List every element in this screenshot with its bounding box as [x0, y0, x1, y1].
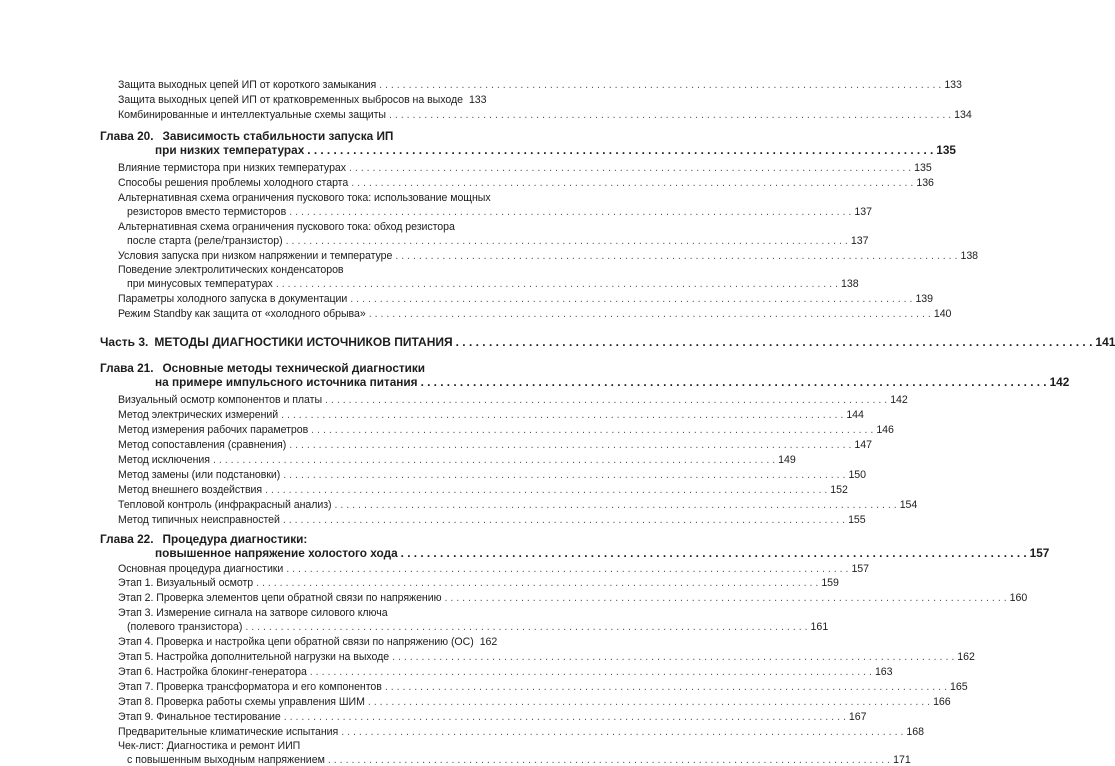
toc-entry[interactable]: [118, 79, 962, 91]
toc-entry-title: Защита выходных цепей ИП от кратковременных выбросов на выходе: [118, 94, 463, 106]
chapter-21-heading[interactable]: [100, 361, 486, 375]
toc-entry-page: 160: [1009, 592, 1028, 604]
chapter-page: 142: [1049, 375, 1070, 389]
toc-entry-page: 150: [848, 469, 866, 481]
toc-entry-page: 134: [954, 109, 972, 121]
chapter-20-heading[interactable]: [100, 129, 486, 143]
toc-entry-title: Этап 8. Проверка работы схемы управления ШИМ: [118, 696, 365, 708]
toc-entry-continuation[interactable]: [127, 754, 911, 766]
toc-entry[interactable]: [118, 469, 866, 481]
dot-leader: [307, 143, 933, 157]
toc-entry-title: при минусовых температурах: [127, 278, 273, 290]
toc-entry[interactable]: [118, 499, 918, 511]
toc-entry[interactable]: [118, 424, 894, 436]
toc-entry[interactable]: [118, 409, 864, 421]
toc-entry[interactable]: [118, 177, 934, 189]
chapter-20-heading-line2[interactable]: [155, 143, 956, 157]
toc-entry[interactable]: [118, 636, 498, 648]
toc-entry-page: 146: [876, 424, 894, 436]
toc-entry-page: 133: [468, 94, 487, 106]
toc-entry-title: Чек-лист: Диагностика и ремонт ИИП: [118, 740, 301, 752]
toc-entry-title: Этап 5. Настройка дополнительной нагрузки на выходе: [118, 651, 390, 663]
toc-entry[interactable]: [118, 221, 485, 233]
chapter-title: Основные методы технической диагностики: [162, 361, 426, 375]
dot-leader: [351, 177, 913, 189]
toc-entry-title: Метод исключения: [118, 454, 210, 466]
chapter-title: Процедура диагностики:: [162, 532, 308, 546]
toc-entry-page: 152: [830, 484, 848, 496]
dot-leader: [328, 754, 890, 766]
toc-entry[interactable]: [118, 563, 869, 575]
toc-entry-page: 168: [906, 726, 924, 738]
toc-entry-page: 142: [890, 394, 908, 406]
toc-entry-title: Метод сопоставления (сравнения): [118, 439, 287, 451]
toc-entry-page: 139: [915, 293, 933, 305]
toc-entry[interactable]: [118, 439, 872, 451]
chapter-page: 135: [936, 143, 956, 157]
dot-leader: [325, 394, 887, 406]
toc-entry-title: Метод замены (или подстановки): [118, 469, 281, 481]
toc-entry-title: Предварительные климатические испытания: [118, 726, 339, 738]
toc-entry[interactable]: [118, 484, 848, 496]
toc-entry-title: Этап 2. Проверка элементов цепи обратной связи по напряжению: [118, 592, 442, 604]
toc-entry-title: Этап 3. Измерение сигнала на затворе силового ключа: [118, 607, 388, 619]
dot-leader: [256, 577, 818, 589]
toc-entry-title: Влияние термистора при низких температурах: [118, 162, 346, 174]
dot-leader: [369, 308, 931, 320]
chapter-label: Глава 21.: [100, 361, 154, 375]
toc-entry-title: Условия запуска при низком напряжении и температуре: [118, 250, 393, 262]
dot-leader: [444, 592, 1006, 604]
toc-entry[interactable]: [118, 264, 485, 276]
toc-entry-page: 137: [854, 206, 873, 218]
toc-entry[interactable]: [118, 162, 932, 174]
toc-entry-page: 149: [778, 454, 796, 466]
part-page: 141: [1095, 335, 1115, 349]
toc-entry-page: 154: [899, 499, 918, 511]
dot-leader: [245, 621, 807, 633]
dot-leader: [283, 469, 845, 481]
toc-entry[interactable]: [118, 250, 979, 262]
dot-leader: [395, 250, 957, 262]
toc-entry-title: Метод внешнего воздействия: [118, 484, 263, 496]
toc-entry[interactable]: [118, 711, 867, 723]
toc-entry-title: Этап 6. Настройка блокинг-генератора: [118, 666, 307, 678]
chapter-title: на примере импульсного источника питания: [155, 375, 418, 389]
chapter-label: Глава 22.: [100, 532, 154, 546]
chapter-22-heading-line2[interactable]: [155, 546, 1050, 560]
toc-entry-title: Метод типичных неисправностей: [118, 514, 280, 526]
chapter-22-heading[interactable]: [100, 532, 486, 546]
dot-leader: [310, 666, 872, 678]
dot-leader: [281, 409, 843, 421]
toc-entry-title: Альтернативная схема ограничения пускового тока: обход резистора: [118, 221, 455, 233]
dot-leader: [401, 546, 1027, 560]
toc-entry-title: резисторов вместо термисторов: [127, 206, 287, 218]
toc-entry[interactable]: [118, 94, 485, 106]
toc-entry-continuation[interactable]: [127, 206, 873, 218]
toc-entry[interactable]: [118, 514, 866, 526]
toc-entry[interactable]: [118, 592, 1028, 604]
toc-entry-title: с повышенным выходным напряжением: [127, 754, 325, 766]
toc-entry-page: 159: [821, 577, 839, 589]
toc-entry-page: 147: [854, 439, 872, 451]
chapter-label: Глава 20.: [100, 129, 154, 143]
toc-entry-title: (полевого транзистора): [127, 621, 243, 633]
toc-entry[interactable]: [118, 726, 924, 738]
dot-leader: [379, 79, 941, 91]
toc-entry-title: Защита выходных цепей ИП от короткого замыкания: [118, 79, 377, 91]
toc-entry-continuation[interactable]: [127, 235, 869, 247]
chapter-title: повышенное напряжение холостого хода: [155, 546, 398, 560]
toc-entry-title: Основная процедура диагностики: [118, 563, 284, 575]
dot-leader: [289, 439, 851, 451]
dot-leader: [265, 484, 827, 496]
toc-entry-page: 144: [846, 409, 864, 421]
dot-leader: [341, 726, 903, 738]
toc-entry-title: Визуальный осмотр компонентов и платы: [118, 394, 323, 406]
chapter-page: 157: [1029, 546, 1050, 560]
toc-entry-title: Этап 1. Визуальный осмотр: [118, 577, 254, 589]
toc-entry-page: 165: [950, 681, 968, 693]
toc-entry-title: Режим Standby как защита от «холодного обрыва»: [118, 308, 366, 320]
toc-entry[interactable]: [118, 696, 951, 708]
dot-leader: [311, 424, 873, 436]
dot-leader: [276, 278, 838, 290]
toc-entry-title: Метод электрических измерений: [118, 409, 279, 421]
toc-entry[interactable]: [118, 740, 485, 752]
toc-entry[interactable]: [118, 109, 972, 121]
toc-entry-title: Альтернативная схема ограничения пускового тока: использование мощных: [118, 192, 491, 204]
toc-entry[interactable]: [118, 666, 893, 678]
toc-entry[interactable]: [118, 308, 952, 320]
dot-leader: [350, 293, 912, 305]
toc-entry-title: Тепловой контроль (инфракрасный анализ): [118, 499, 332, 511]
part-3-heading[interactable]: [100, 335, 1115, 349]
dot-leader: [389, 109, 951, 121]
dot-leader: [284, 711, 846, 723]
toc-entry-page: 138: [841, 278, 859, 290]
toc-entry-page: 138: [960, 250, 979, 262]
toc-entry-title: Способы решения проблемы холодного старта: [118, 177, 349, 189]
toc-entry[interactable]: [118, 454, 796, 466]
toc-entry-continuation[interactable]: [127, 621, 829, 633]
toc-entry-page: 137: [850, 235, 869, 247]
dot-leader: [349, 162, 911, 174]
toc-entry-page: 167: [848, 711, 867, 723]
toc-entry-page: 157: [851, 563, 869, 575]
toc-entry-page: 136: [916, 177, 934, 189]
toc-entry[interactable]: [118, 192, 491, 204]
dot-leader: [385, 681, 947, 693]
toc-entry-continuation[interactable]: [127, 278, 859, 290]
dot-leader: [289, 206, 851, 218]
toc-entry-page: 133: [944, 79, 962, 91]
chapter-title: при низких температурах: [155, 143, 305, 157]
toc-entry-page: 135: [914, 162, 932, 174]
toc-entry-title: Этап 9. Финальное тестирование: [118, 711, 281, 723]
dot-leader: [335, 499, 897, 511]
toc-entry-title: Этап 4. Проверка и настройка цепи обратной связи по напряжению (ОС): [118, 636, 474, 648]
toc-entry-page: 163: [874, 666, 893, 678]
part-title: МЕТОДЫ ДИАГНОСТИКИ ИСТОЧНИКОВ ПИТАНИЯ: [154, 335, 453, 349]
toc-entry-page: 162: [479, 636, 498, 648]
toc-entry[interactable]: [118, 394, 908, 406]
dot-leader: [286, 563, 848, 575]
toc-entry-page: 155: [848, 514, 866, 526]
toc-entry-page: 171: [893, 754, 911, 766]
dot-leader: [368, 696, 930, 708]
part-label: Часть 3.: [100, 335, 149, 349]
toc-entry[interactable]: [118, 651, 975, 663]
toc-entry-page: 166: [933, 696, 951, 708]
toc-entry-title: Поведение электролитических конденсаторов: [118, 264, 344, 276]
toc-entry-page: 140: [933, 308, 952, 320]
toc-entry[interactable]: [118, 293, 933, 305]
toc-entry-title: Комбинированные и интеллектуальные схемы защиты: [118, 109, 386, 121]
toc-entry[interactable]: [118, 577, 839, 589]
toc-entry-page: 161: [810, 621, 829, 633]
dot-leader: [421, 375, 1047, 389]
chapter-title: Зависимость стабильности запуска ИП: [162, 129, 394, 143]
dot-leader: [392, 651, 954, 663]
toc-entry[interactable]: [118, 607, 485, 619]
dot-leader: [456, 335, 1093, 349]
toc-entry-page: 162: [957, 651, 975, 663]
toc-entry[interactable]: [118, 681, 968, 693]
toc-entry-title: после старта (реле/транзистор): [127, 235, 283, 247]
dot-leader: [283, 514, 845, 526]
toc-entry-title: Этап 7. Проверка трансформатора и его компонентов: [118, 681, 382, 693]
toc-entry-title: Параметры холодного запуска в документации: [118, 293, 348, 305]
dot-leader: [213, 454, 775, 466]
toc-entry-title: Метод измерения рабочих параметров: [118, 424, 309, 436]
chapter-21-heading-line2[interactable]: [155, 375, 1070, 389]
dot-leader: [286, 235, 848, 247]
